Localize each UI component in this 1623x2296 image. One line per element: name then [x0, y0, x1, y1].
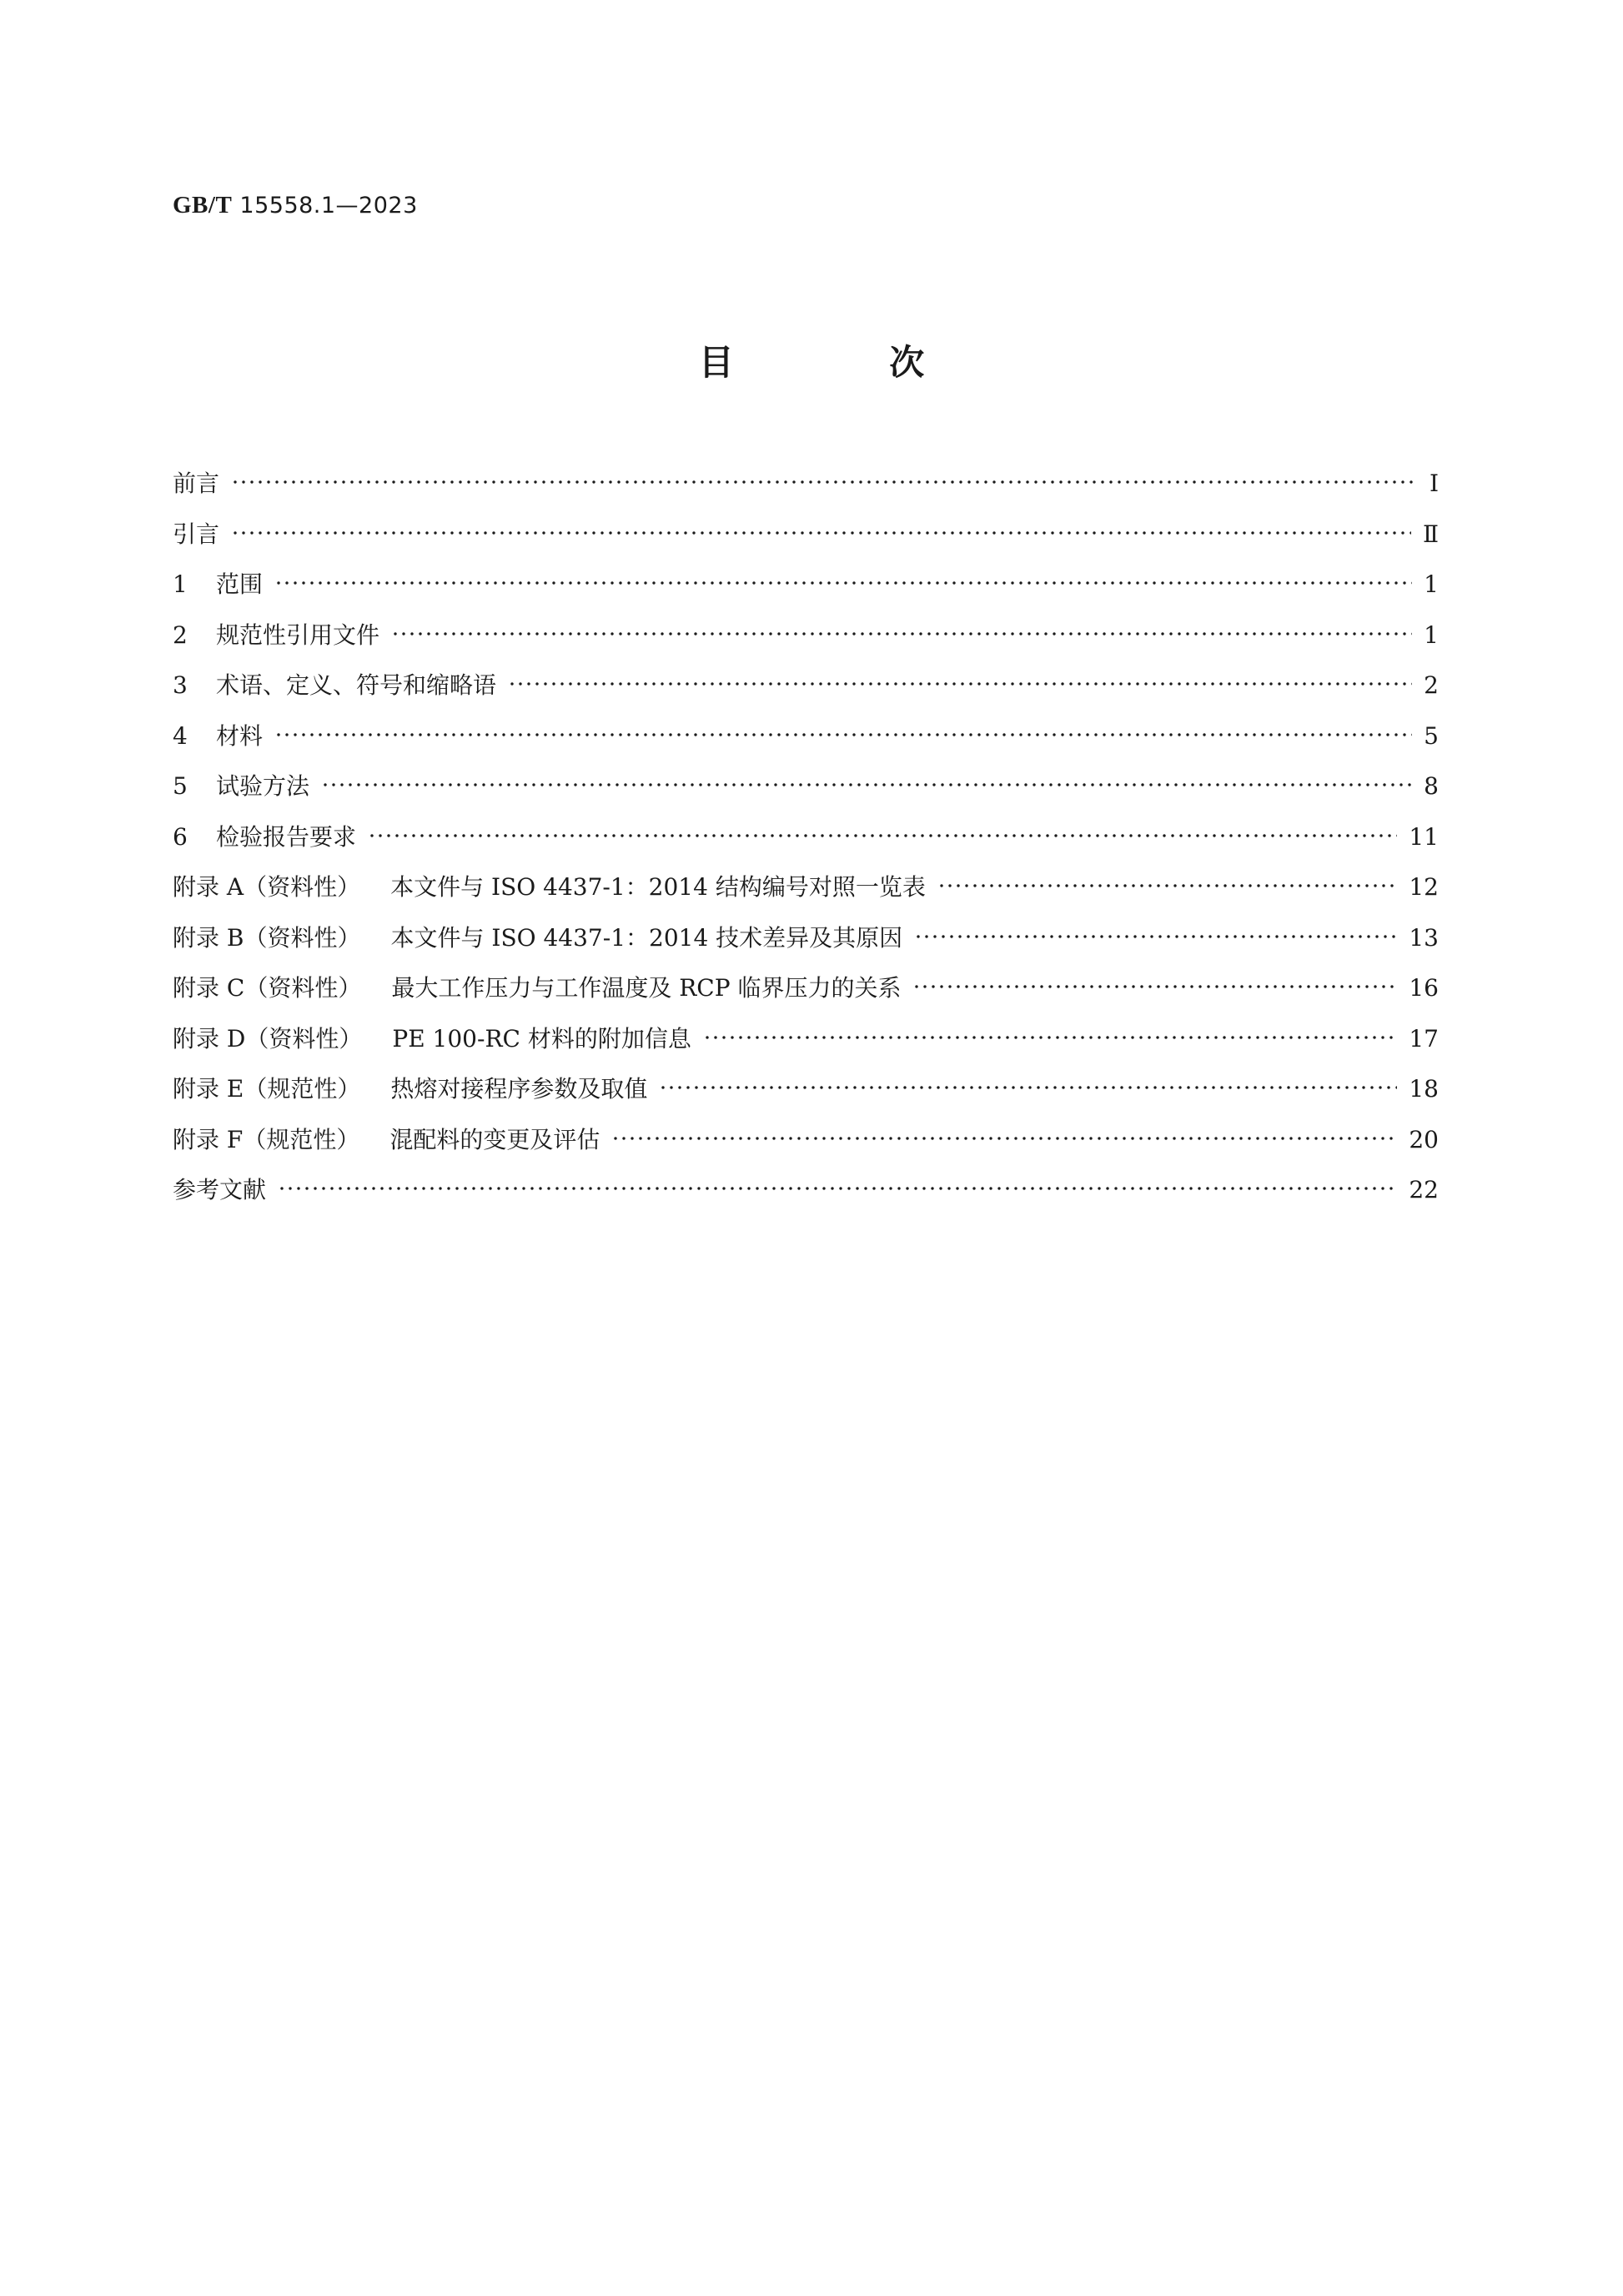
toc-entry[interactable]	[173, 920, 1439, 971]
toc-entry-title: PE 100-RC 材料的附加信息	[392, 1024, 691, 1053]
toc-dot-leader	[914, 933, 1397, 940]
toc-appendix-label: 附录 C（资料性）	[173, 974, 362, 1002]
toc-entry[interactable]	[173, 566, 1439, 617]
toc-entry[interactable]	[173, 465, 1439, 516]
toc-clause-number: 4	[173, 721, 188, 750]
toc-entry[interactable]	[173, 970, 1439, 1021]
toc-entry-label	[173, 617, 379, 651]
toc-dot-leader	[321, 781, 1412, 788]
toc-entry[interactable]	[173, 718, 1439, 769]
toc-entry[interactable]	[173, 819, 1439, 870]
toc-page-number: 16	[1409, 974, 1439, 1002]
toc-page-number: 22	[1409, 1176, 1439, 1203]
toc-clause-number: 6	[173, 822, 188, 851]
toc-clause-number: 3	[173, 671, 188, 699]
toc-entry-label	[173, 1122, 600, 1155]
toc-dot-leader	[274, 580, 1412, 586]
toc-entry-title: 本文件与 ISO 4437-1：2014 结构编号对照一览表	[390, 873, 926, 901]
toc-entry-label	[173, 1021, 691, 1054]
toc-clause-number: 1	[173, 570, 188, 598]
toc-entry-label	[173, 718, 263, 751]
toc-entry-title: 混配料的变更及评估	[389, 1125, 600, 1153]
toc-entry-label	[173, 1071, 647, 1104]
toc-entry-label	[173, 566, 263, 600]
toc-dot-leader	[912, 983, 1397, 990]
toc-dot-leader	[937, 882, 1398, 889]
standard-code	[173, 192, 418, 219]
toc-page-number: 18	[1409, 1075, 1439, 1103]
toc-page-number: 12	[1409, 873, 1439, 901]
toc-appendix-label: 附录 A（资料性）	[173, 873, 361, 901]
toc-dot-leader	[508, 681, 1412, 687]
toc-entry-label	[173, 667, 496, 701]
toc-entry[interactable]	[173, 667, 1439, 718]
toc-clause-number: 2	[173, 620, 188, 649]
toc-dot-leader	[231, 530, 1411, 536]
toc-dot-leader	[391, 631, 1412, 637]
toc-page-number: 1	[1424, 620, 1439, 649]
toc-page-number: 5	[1424, 721, 1439, 750]
toc-page-number: Ⅰ	[1429, 470, 1439, 497]
toc-entry-title: 范围	[216, 570, 264, 598]
toc-dot-leader	[703, 1034, 1398, 1041]
toc-entry-title: 试验方法	[216, 772, 310, 800]
standard-number: 15558.1—2023	[239, 193, 418, 219]
toc-entry-label	[173, 869, 926, 902]
toc-entry-title: 前言	[173, 470, 220, 497]
toc-dot-leader	[368, 832, 1397, 839]
toc-page-number: 17	[1409, 1024, 1439, 1053]
toc-entry[interactable]	[173, 1071, 1439, 1122]
toc-entry-label	[173, 768, 309, 801]
toc-entry-label	[173, 819, 356, 852]
toc-entry[interactable]	[173, 1021, 1439, 1072]
toc-appendix-label: 附录 E（规范性）	[173, 1075, 361, 1103]
toc-entry[interactable]	[173, 768, 1439, 819]
toc-entry-title: 参考文献	[173, 1176, 267, 1203]
toc-entry-label	[173, 516, 219, 550]
toc-entry-title: 最大工作压力与工作温度及 RCP 临界压力的关系	[391, 974, 902, 1002]
toc-entry-label	[173, 465, 219, 499]
toc-page-number: 2	[1424, 671, 1439, 699]
toc-appendix-label: 附录 F（规范性）	[173, 1125, 360, 1153]
toc-entry-title: 术语、定义、符号和缩略语	[216, 671, 497, 699]
toc-entry[interactable]	[173, 869, 1439, 920]
toc-entry-title: 引言	[173, 520, 220, 548]
toc-dot-leader	[231, 479, 1418, 485]
toc-entry-label	[173, 920, 902, 953]
toc-entry[interactable]	[173, 1122, 1439, 1173]
toc-entry-label	[173, 970, 901, 1003]
toc-clause-number: 5	[173, 772, 188, 800]
toc-entry-label	[173, 1172, 266, 1205]
toc-page-number: 20	[1409, 1125, 1439, 1153]
toc-entry-title: 检验报告要求	[216, 822, 357, 851]
toc-page-number: Ⅱ	[1422, 520, 1439, 548]
toc-entry[interactable]	[173, 516, 1439, 567]
toc-appendix-label: 附录 B（资料性）	[173, 923, 361, 952]
toc-page-number: 13	[1409, 923, 1439, 952]
table-of-contents	[173, 465, 1439, 1223]
toc-appendix-label: 附录 D（资料性）	[173, 1024, 363, 1053]
toc-heading: 目 次	[698, 342, 997, 383]
toc-dot-leader	[274, 731, 1412, 738]
toc-entry[interactable]	[173, 1172, 1439, 1223]
toc-dot-leader	[659, 1084, 1397, 1091]
toc-page-number: 8	[1424, 772, 1439, 800]
toc-entry-title: 材料	[216, 721, 264, 750]
toc-entry-title: 本文件与 ISO 4437-1：2014 技术差异及其原因	[390, 923, 903, 952]
toc-page-number: 1	[1424, 570, 1439, 598]
toc-dot-leader	[278, 1185, 1397, 1192]
toc-entry[interactable]	[173, 617, 1439, 668]
toc-dot-leader	[611, 1135, 1397, 1142]
standard-prefix: GB/T	[173, 192, 233, 219]
toc-entry-title: 规范性引用文件	[216, 620, 380, 649]
toc-entry-title: 热熔对接程序参数及取值	[390, 1075, 648, 1103]
toc-page-number: 11	[1409, 822, 1439, 851]
